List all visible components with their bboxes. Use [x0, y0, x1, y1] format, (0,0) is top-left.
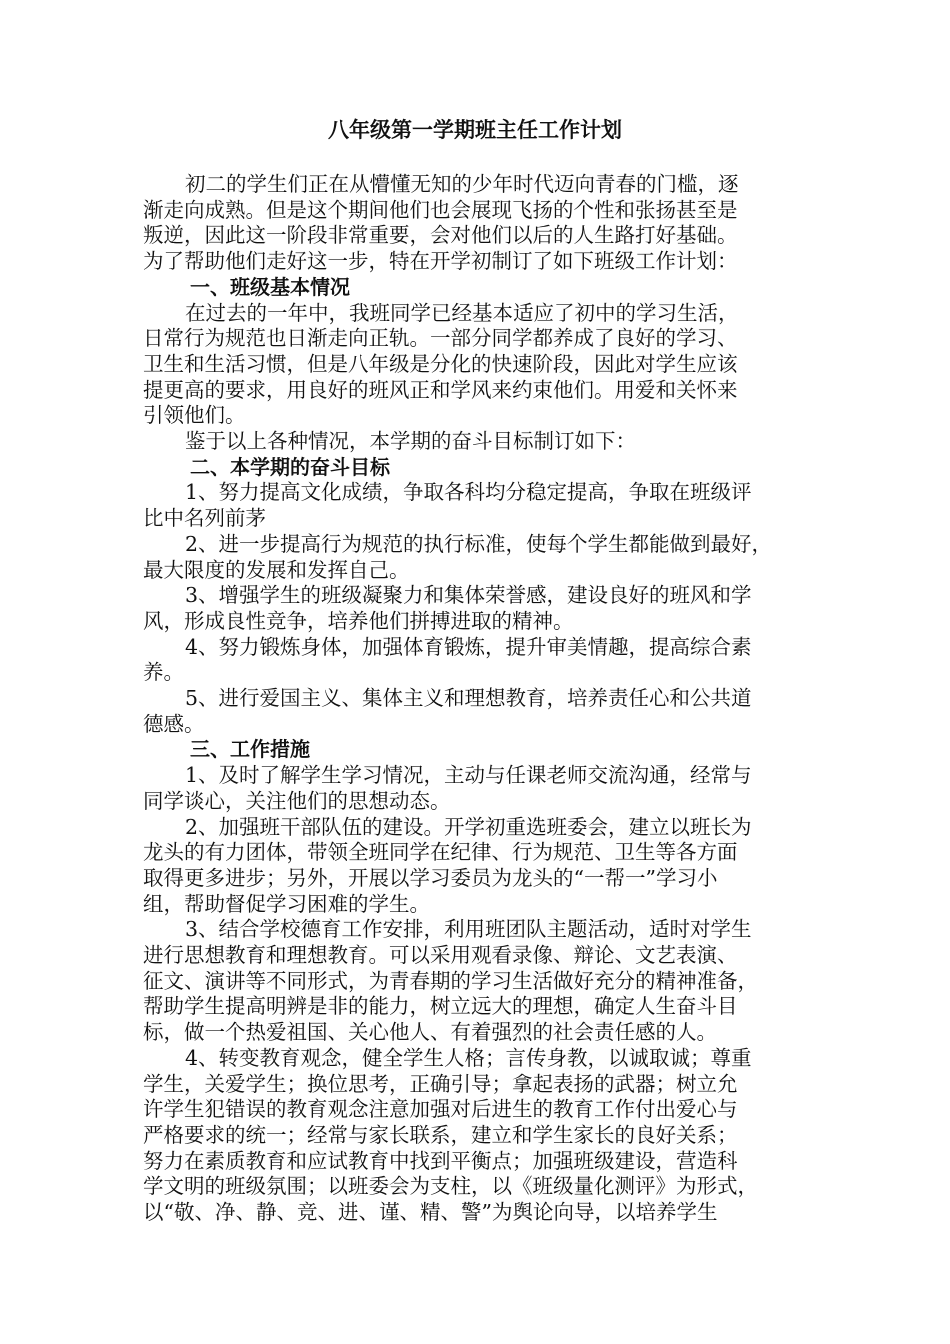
text-line: 5、进行爱国主义、集体主义和理想教育，培养责任心和公共道 [185, 686, 752, 710]
text-line: 3、结合学校德育工作安排，利用班团队主题活动，适时对学生 [185, 917, 752, 942]
text-line: 日常行为规范也日渐走向正轨。一部分同学都养成了良好的学习、 [143, 326, 738, 351]
text-line: 征文、演讲等不同形式，为青春期的学习生活做好充分的精神准备， [143, 968, 758, 993]
text-line: 3、增强学生的班级凝聚力和集体荣誉感，建设良好的班风和学 [185, 583, 752, 608]
section-heading: 三、工作措施 [190, 737, 310, 762]
text-line: 2、加强班干部队伍的建设。开学初重选班委会，建立以班长为 [185, 814, 752, 839]
text-line: 2、进一步提高行为规范的执行标准，使每个学生都能做到最好， [185, 531, 773, 556]
text-line: 鉴于以上各种情况，本学期的奋斗目标制订如下： [185, 429, 636, 453]
section-heading: 二、本学期的奋斗目标 [190, 454, 390, 479]
text-line: 叛逆，因此这一阶段非常重要，会对他们以后的人生路打好基础。 [143, 223, 738, 248]
text-line: 许学生犯错误的教育观念注意加强对后进生的教育工作付出爱心与 [143, 1097, 738, 1122]
text-line: 帮助学生提高明辨是非的能力，树立远大的理想，确定人生奋斗目 [143, 994, 738, 1019]
text-line: 学生，关爱学生；换位思考，正确引导；拿起表扬的武器；树立允 [143, 1071, 738, 1096]
text-line: 提更高的要求，用良好的班风正和学风来约束他们。用爱和关怀来 [143, 377, 738, 402]
text-line: 组，帮助督促学习困难的学生。 [143, 891, 430, 916]
text-line: 严格要求的统一；经常与家长联系，建立和学生家长的良好关系； [143, 1122, 738, 1147]
text-line: 龙头的有力团体，带领全班同学在纪律、行为规范、卫生等各方面 [143, 840, 738, 865]
text-line: 在过去的一年中，我班同学已经基本适应了初中的学习生活， [185, 300, 739, 325]
text-line: 为了帮助他们走好这一步，特在开学初制订了如下班级工作计划： [143, 249, 738, 274]
text-line: 初二的学生们正在从懵懂无知的少年时代迈向青春的门槛，逐 [185, 172, 739, 196]
text-line: 1、及时了解学生学习情况，主动与任课老师交流沟通，经常与 [185, 763, 752, 788]
text-line: 养。 [143, 660, 184, 685]
text-line: 最大限度的发展和发挥自己。 [143, 557, 410, 582]
text-line: 德感。 [143, 711, 205, 736]
text-line: 渐走向成熟。但是这个期间他们也会展现飞扬的个性和张扬甚至是 [143, 197, 738, 222]
text-line: 进行思想教育和理想教育。可以采用观看录像、辩论、文艺表演、 [143, 943, 738, 967]
text-line: 学文明的班级氛围；以班委会为支柱，以《班级量化测评》为形式， [143, 1174, 758, 1199]
section-heading: 一、班级基本情况 [190, 274, 350, 299]
text-line: 1、努力提高文化成绩，争取各科均分稳定提高，争取在班级评 [185, 480, 752, 505]
text-line: 努力在素质教育和应试教育中找到平衡点；加强班级建设，营造科 [143, 1148, 738, 1173]
text-line: 4、努力锻炼身体，加强体育锻炼，提升审美情趣，提高综合素 [185, 634, 752, 659]
text-line: 4、转变教育观念，健全学生人格；言传身教，以诚取诚；尊重 [185, 1045, 752, 1070]
text-line: 以“敬、净、静、竞、进、谨、精、警”为舆论向导，以培养学生 [143, 1200, 718, 1224]
text-line: 同学谈心，关注他们的思想动态。 [143, 788, 451, 813]
document-title: 八年级第一学期班主任工作计划 [328, 118, 622, 142]
text-line: 取得更多进步；另外，开展以学习委员为龙头的“一帮一”学习小 [143, 865, 718, 890]
text-line: 引领他们。 [143, 403, 246, 428]
text-line: 风，形成良性竞争，培养他们拼搏进取的精神。 [143, 608, 574, 633]
text-line: 卫生和生活习惯，但是八年级是分化的快速阶段，因此对学生应该 [143, 351, 738, 376]
text-line: 比中名列前茅 [143, 506, 266, 531]
text-line: 标，做一个热爱祖国、关心他人、有着强烈的社会责任感的人。 [143, 1020, 717, 1045]
